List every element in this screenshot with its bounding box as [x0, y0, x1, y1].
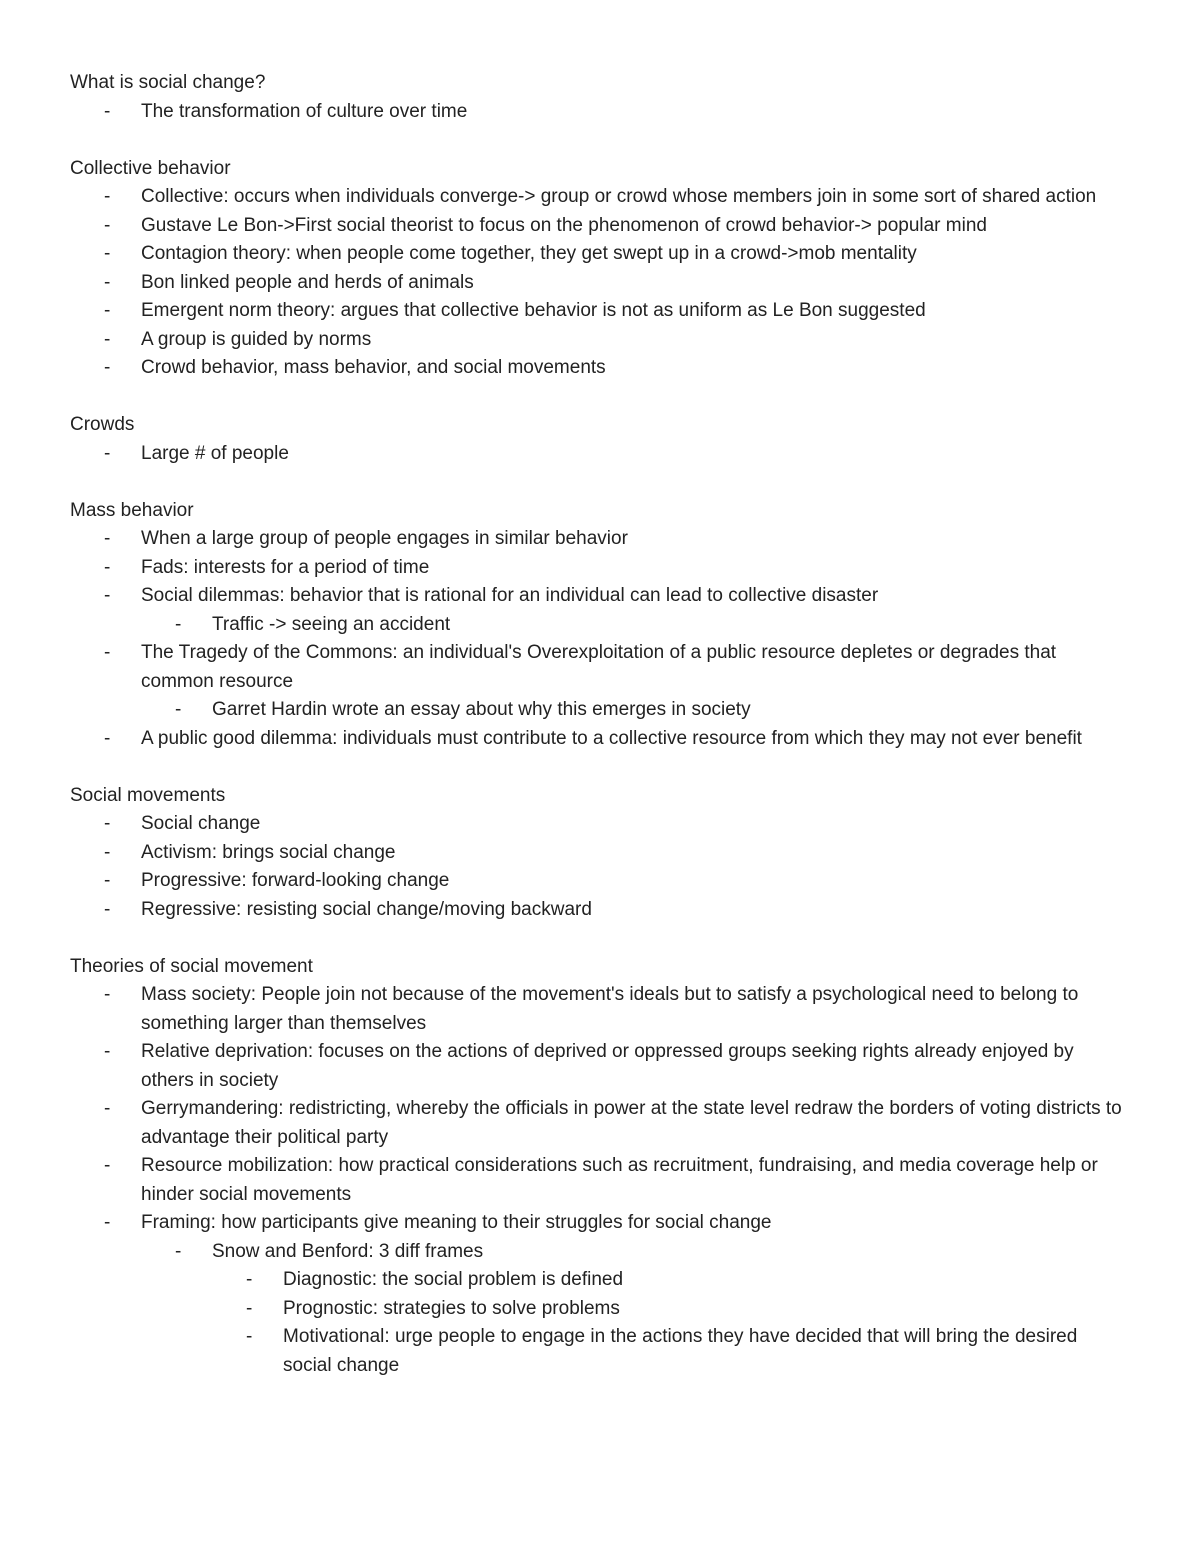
bullet-item — [70, 896, 1130, 925]
note-section — [70, 953, 1130, 1381]
dash-bullet-icon: - — [104, 442, 111, 464]
bullet-item — [70, 554, 1130, 583]
bullet-item — [70, 1238, 1130, 1267]
dash-bullet-icon: - — [104, 556, 111, 578]
note-section — [70, 497, 1130, 754]
bullet-text: Gerrymandering: redistricting, whereby the officials in power at the state level redraw the borders of voting districts to advantage their political party — [141, 1098, 1122, 1148]
bullet-text: Motivational: urge people to engage in the actions they have decided that will bring the desired social change — [283, 1326, 1078, 1376]
bullet-text: Activism: brings social change — [141, 841, 396, 863]
bullet-text: Prognostic: strategies to solve problems — [283, 1297, 620, 1319]
bullet-item — [70, 240, 1130, 269]
bullet-text: Snow and Benford: 3 diff frames — [212, 1240, 484, 1262]
document-body — [70, 69, 1130, 1409]
bullet-text: Social dilemmas: behavior that is rational for an individual can lead to collective disaster — [141, 585, 879, 606]
bullet-text: Gustave Le Bon->First social theorist to focus on the phenomenon of crowd behavior-> popular mind — [141, 214, 987, 236]
dash-bullet-icon: - — [175, 1240, 182, 1262]
dash-bullet-icon: - — [246, 1326, 253, 1347]
dash-bullet-icon: - — [104, 528, 111, 549]
bullet-item — [70, 1295, 1130, 1324]
bullet-item — [70, 354, 1130, 383]
bullet-item — [70, 1266, 1130, 1295]
bullet-text: Contagion theory: when people come together, they get swept up in a crowd->mob mentality — [141, 243, 917, 264]
dash-bullet-icon: - — [175, 699, 182, 720]
section-heading: Collective behavior — [70, 157, 231, 179]
dash-bullet-icon: - — [104, 841, 111, 863]
bullet-item — [70, 326, 1130, 355]
bullet-text: Bon linked people and herds of animals — [141, 271, 474, 293]
dash-bullet-icon: - — [104, 214, 111, 236]
bullet-item — [70, 1038, 1130, 1095]
bullet-item — [70, 1152, 1130, 1209]
bullet-item — [70, 639, 1130, 696]
dash-bullet-icon: - — [104, 813, 111, 834]
note-section — [70, 69, 1130, 126]
section-heading: Theories of social movement — [70, 955, 313, 977]
dash-bullet-icon: - — [104, 727, 111, 749]
bullet-text: The transformation of culture over time — [141, 100, 468, 122]
dash-bullet-icon: - — [246, 1297, 253, 1319]
bullet-text: When a large group of people engages in similar behavior — [141, 528, 628, 549]
dash-bullet-icon: - — [104, 243, 111, 264]
bullet-item — [70, 611, 1130, 640]
bullet-text: Social change — [141, 813, 261, 834]
bullet-item — [70, 1209, 1130, 1238]
bullet-text: Collective: occurs when individuals converge-> group or crowd whose members join in some sort of shared action — [141, 186, 1097, 207]
bullet-text: Garret Hardin wrote an essay about why this emerges in society — [212, 699, 751, 720]
bullet-text: Large # of people — [141, 442, 289, 464]
dash-bullet-icon: - — [104, 984, 111, 1005]
note-section — [70, 411, 1130, 468]
bullet-text: Emergent norm theory: argues that collective behavior is not as uniform as Le Bon suggested — [141, 300, 926, 321]
bullet-text: A group is guided by norms — [141, 328, 372, 350]
bullet-text: A public good dilemma: individuals must contribute to a collective resource from which they may not ever benefit — [141, 727, 1082, 749]
bullet-item — [70, 725, 1130, 754]
dash-bullet-icon: - — [104, 898, 111, 920]
dash-bullet-icon: - — [104, 870, 111, 891]
bullet-item — [70, 297, 1130, 326]
dash-bullet-icon: - — [104, 1041, 111, 1062]
dash-bullet-icon: - — [104, 328, 111, 350]
bullet-item — [70, 212, 1130, 241]
section-heading: Social movements — [70, 784, 226, 806]
bullet-item — [70, 582, 1130, 611]
bullet-item — [70, 98, 1130, 127]
bullet-text: Crowd behavior, mass behavior, and social movements — [141, 357, 606, 378]
dash-bullet-icon: - — [104, 300, 111, 321]
bullet-text: Traffic -> seeing an accident — [212, 613, 451, 635]
dash-bullet-icon: - — [104, 357, 111, 378]
dash-bullet-icon: - — [104, 1155, 111, 1176]
bullet-item — [70, 269, 1130, 298]
bullet-item — [70, 810, 1130, 839]
dash-bullet-icon: - — [104, 271, 111, 293]
bullet-text: The Tragedy of the Commons: an individual's Overexploitation of a public resource depletes or degrades that common resource — [141, 642, 1057, 692]
bullet-text: Framing: how participants give meaning to their struggles for social change — [141, 1212, 772, 1233]
bullet-item — [70, 696, 1130, 725]
dash-bullet-icon: - — [104, 642, 111, 663]
bullet-item — [70, 1095, 1130, 1152]
bullet-text: Resource mobilization: how practical considerations such as recruitment, fundraising, and media coverage help or hinder social movements — [141, 1155, 1098, 1205]
section-heading: Crowds — [70, 414, 135, 435]
bullet-item — [70, 981, 1130, 1038]
bullet-item — [70, 839, 1130, 868]
bullet-text: Progressive: forward-looking change — [141, 870, 450, 891]
dash-bullet-icon: - — [104, 100, 111, 122]
dash-bullet-icon: - — [246, 1269, 253, 1290]
bullet-text: Diagnostic: the social problem is defined — [283, 1269, 624, 1290]
dash-bullet-icon: - — [104, 585, 111, 606]
dash-bullet-icon: - — [104, 1098, 111, 1119]
bullet-text: Mass society: People join not because of the movement's ideals but to satisfy a psychological need to belong to something larger than themselves — [141, 984, 1079, 1034]
bullet-text: Regressive: resisting social change/moving backward — [141, 898, 592, 920]
section-heading: What is social change? — [70, 72, 266, 93]
bullet-text: Fads: interests for a period of time — [141, 556, 430, 578]
bullet-item — [70, 183, 1130, 212]
bullet-item — [70, 440, 1130, 469]
bullet-item — [70, 525, 1130, 554]
bullet-item — [70, 867, 1130, 896]
dash-bullet-icon: - — [104, 186, 111, 207]
section-heading: Mass behavior — [70, 499, 194, 521]
bullet-text: Relative deprivation: focuses on the actions of deprived or oppressed groups seeking rights already enjoyed by others in society — [141, 1041, 1074, 1091]
dash-bullet-icon: - — [175, 613, 182, 635]
dash-bullet-icon: - — [104, 1212, 111, 1233]
note-section — [70, 782, 1130, 925]
bullet-item — [70, 1323, 1130, 1380]
note-section — [70, 155, 1130, 383]
